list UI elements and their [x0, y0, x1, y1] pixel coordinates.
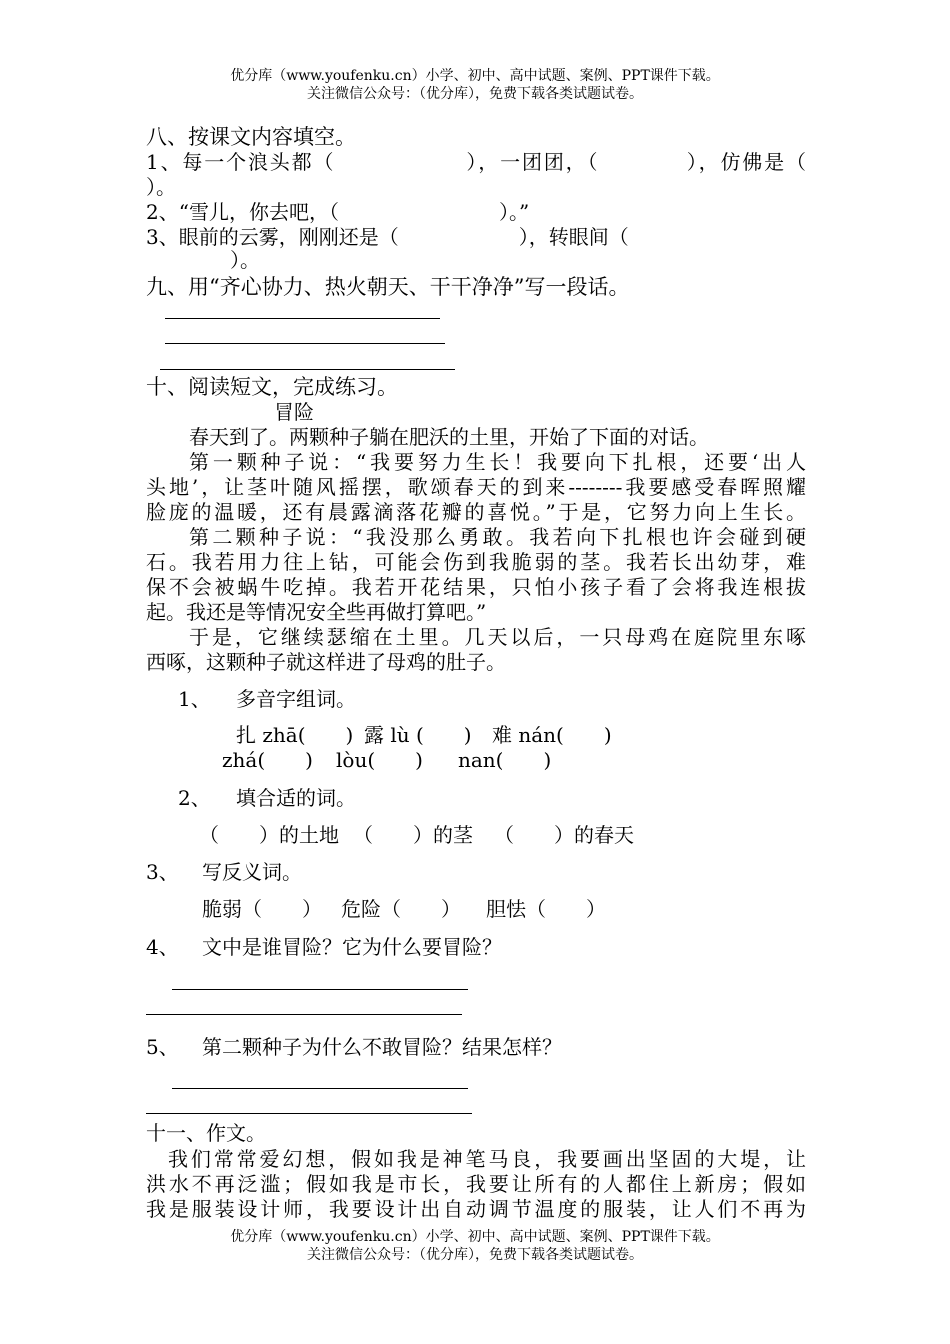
- antonym-item: 危险（ ）: [341, 897, 461, 921]
- section-8-title: 八、按课文内容填空。: [146, 125, 356, 149]
- story-line: 起。我还是等情况安全些再做打算吧。”: [146, 600, 487, 624]
- fill-word-item: （ ）的土地: [199, 823, 339, 847]
- footer-line-2: 关注微信公众号：（优分库），免费下载各类试题试卷。: [307, 1247, 643, 1263]
- polyphone-nan2: 难 nán( ): [492, 723, 612, 747]
- q2-number: 2、: [178, 786, 211, 810]
- section-8-q3-line1: 3、眼前的云雾，刚刚还是（ ），转眼间（: [146, 225, 629, 249]
- story-line: 第二颗种子说：“我没那么勇敢。我若向下扎根也许会碰到硬: [189, 525, 806, 549]
- section-8-q1-line1: 1、每一个浪头都（ ），一团团，（ ），仿佛是（: [146, 150, 806, 174]
- q4-number: 4、: [146, 935, 179, 959]
- header-line-1: 优分库（www.youfenku.cn）小学、初中、高中试题、案例、PPT课件下载。: [230, 68, 720, 84]
- answer-line: [172, 989, 468, 990]
- story-line: 于是，它继续瑟缩在土里。几天以后，一只母鸡在庭院里东啄: [189, 625, 806, 649]
- antonym-item: 脆弱（ ）: [202, 897, 322, 921]
- polyphone-lou4: lòu( ): [336, 748, 423, 772]
- story-line: 脸庞的温暖，还有晨露滴落花瓣的喜悦。”于是，它努力向上生长。: [146, 500, 806, 524]
- antonym-item: 胆怯（ ）: [486, 897, 606, 921]
- q5-number: 5、: [146, 1035, 179, 1059]
- story-line: 石。我若用力往上钻，可能会伤到我脆弱的茎。我若长出幼芽，难: [146, 550, 806, 574]
- story-line: 头地’，让茎叶随风摇摆，歌颂春天的到来--------我要感受春晖照耀: [146, 475, 806, 499]
- q3-text: 写反义词。: [202, 860, 302, 884]
- fill-word-item: （ ）的春天: [494, 823, 634, 847]
- q3-number: 3、: [146, 860, 179, 884]
- story-title: 冒险: [274, 400, 314, 424]
- essay-line: 洪水不再泛滥；假如我是市长，我要让所有的人都住上新房；假如: [146, 1172, 806, 1196]
- section-8-q3-line2: ）。: [230, 248, 260, 272]
- polyphone-nan: nan( ): [458, 748, 552, 772]
- section-8-q2: 2、“雪儿，你去吧，（ ）。”: [146, 200, 530, 224]
- answer-line: [165, 343, 445, 344]
- essay-line: 我是服装设计师，我要设计出自动调节温度的服装，让人们不再为: [146, 1197, 806, 1221]
- header-line-2: 关注微信公众号：（优分库），免费下载各类试题试卷。: [307, 86, 643, 102]
- polyphone-zha1: 扎 zhā( ): [236, 723, 354, 747]
- q1-text: 多音字组词。: [236, 687, 356, 711]
- section-8-q1-line2: ）。: [146, 175, 176, 199]
- fill-word-item: （ ）的茎: [353, 823, 473, 847]
- q4-text: 文中是谁冒险？它为什么要冒险？: [202, 935, 502, 959]
- answer-line: [146, 1113, 472, 1114]
- story-line: 西啄，这颗种子就这样进了母鸡的肚子。: [146, 650, 506, 674]
- story-line: 第一颗种子说：“我要努力生长！我要向下扎根，还要‘出人: [189, 450, 806, 474]
- q2-text: 填合适的词。: [236, 786, 356, 810]
- q5-text: 第二颗种子为什么不敢冒险？结果怎样？: [202, 1035, 562, 1059]
- story-line: 保不会被蜗牛吃掉。我若开花结果，只怕小孩子看了会将我连根拔: [146, 575, 806, 599]
- section-9-title: 九、用“齐心协力、热火朝天、干干净净”写一段话。: [146, 275, 630, 299]
- q1-number: 1、: [178, 687, 211, 711]
- polyphone-zha2: zhá( ): [222, 748, 313, 772]
- answer-line: [165, 318, 440, 319]
- section-11-title: 十一、作文。: [146, 1121, 266, 1145]
- story-line: 春天到了。两颗种子躺在肥沃的土里，开始了下面的对话。: [189, 425, 709, 449]
- footer-line-1: 优分库（www.youfenku.cn）小学、初中、高中试题、案例、PPT课件下载。: [230, 1229, 720, 1245]
- answer-line: [146, 1014, 462, 1015]
- section-10-title: 十、阅读短文，完成练习。: [146, 375, 398, 399]
- essay-line: 我们常常爱幻想，假如我是神笔马良，我要画出坚固的大堤，让: [168, 1147, 806, 1171]
- polyphone-lu4: 露 lù ( ): [364, 723, 472, 747]
- answer-line: [172, 1088, 468, 1089]
- answer-line: [160, 369, 455, 370]
